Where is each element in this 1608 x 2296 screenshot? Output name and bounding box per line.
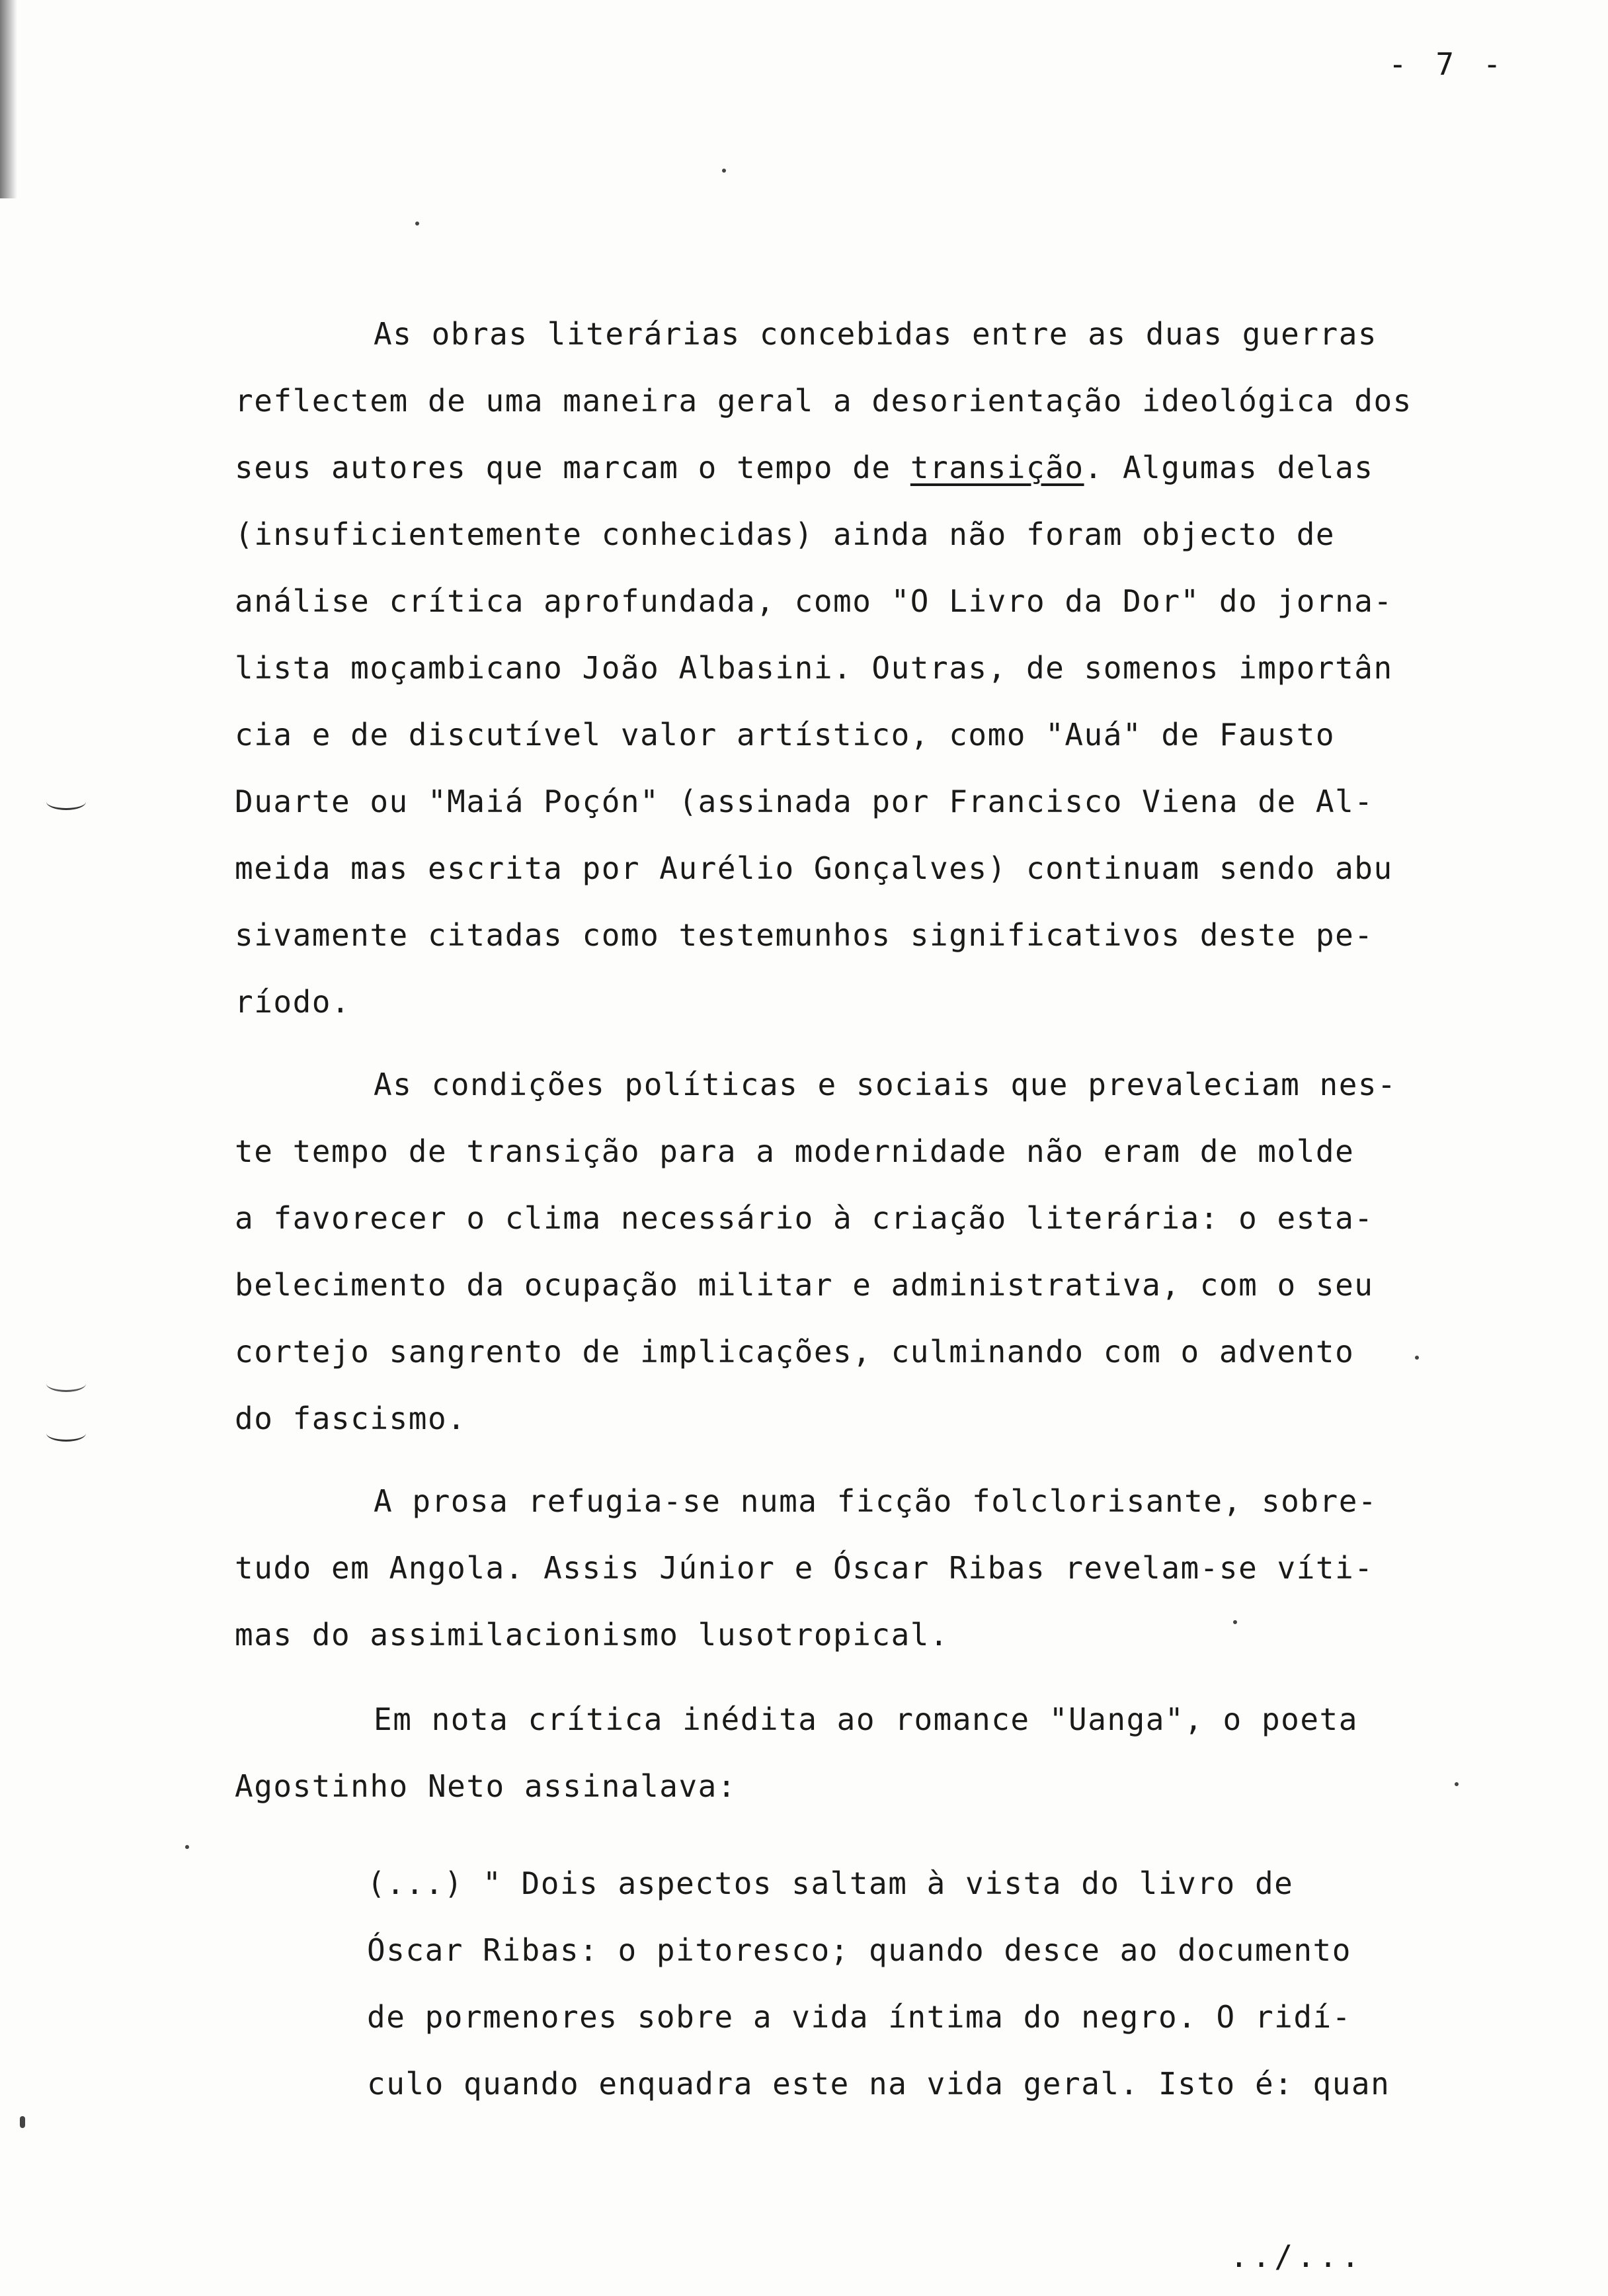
text-line: do fascismo.	[235, 1401, 467, 1436]
continuation-mark: ../...	[1230, 2238, 1364, 2274]
text-line: te tempo de transição para a modernidade não eram de molde	[235, 1133, 1355, 1169]
text-line: sivamente citadas como testemunhos significativos deste pe-	[235, 917, 1374, 953]
text-line: ríodo.	[235, 984, 351, 1020]
text-line: cortejo sangrento de implicações, culminando com o advento	[235, 1334, 1355, 1370]
scan-speck	[20, 2116, 25, 2128]
text-line: culo quando enquadra este na vida geral. Isto é: quan	[367, 2066, 1390, 2102]
text-line-tail: . Algumas delas	[1084, 450, 1374, 485]
text-line: lista moçambicano João Albasini. Outras, de somenos importân	[235, 650, 1393, 686]
text-line: Agostinho Neto assinalava:	[235, 1768, 737, 1804]
text-line: a favorecer o clima necessário à criação literária: o esta-	[235, 1200, 1374, 1236]
text-line: tudo em Angola. Assis Júnior e Óscar Ribas revelam-se víti-	[235, 1550, 1374, 1586]
scan-speck	[1455, 1782, 1459, 1786]
scan-speck	[185, 1845, 189, 1849]
scan-speck	[722, 169, 726, 173]
text-line: (insuficientemente conhecidas) ainda não foram objecto de	[235, 516, 1336, 552]
underlined-word: transição	[910, 450, 1084, 485]
text-line: meida mas escrita por Aurélio Gonçalves) continuam sendo abu	[235, 850, 1393, 886]
text-line: mas do assimilacionismo lusotropical.	[235, 1617, 949, 1653]
binding-hole-mark	[46, 1425, 86, 1442]
text-line-head: seus autores que marcam o tempo de	[235, 450, 910, 485]
text-line: (...) " Dois aspectos saltam à vista do livro de	[367, 1866, 1294, 1901]
text-line: A prosa refugia-se numa ficção folclorisante, sobre-	[374, 1483, 1378, 1519]
text-line: belecimento da ocupação militar e administrativa, com o seu	[235, 1267, 1374, 1303]
paragraph-1	[235, 301, 1478, 1036]
text-line: As condições políticas e sociais que prevaleciam nes-	[374, 1067, 1397, 1102]
paragraph-3	[235, 1468, 1478, 1668]
block-quote	[367, 1850, 1478, 2117]
text-line: cia e de discutível valor artístico, como "Auá" de Fausto	[235, 717, 1336, 753]
text-line: As obras literárias concebidas entre as duas guerras	[374, 316, 1378, 352]
binding-hole-mark	[46, 794, 86, 810]
text-line: de pormenores sobre a vida íntima do negro. O ridí-	[367, 1999, 1351, 2035]
page-number: - 7 -	[1388, 46, 1507, 82]
text-line: Duarte ou "Maiá Poçón" (assinada por Francisco Viena de Al-	[235, 784, 1374, 819]
scan-edge-shadow	[0, 0, 17, 198]
text-line: análise crítica aprofundada, como "O Livro da Dor" do jorna-	[235, 583, 1393, 619]
scan-speck	[415, 222, 419, 226]
text-line: Óscar Ribas: o pitoresco; quando desce ao documento	[367, 1932, 1351, 1968]
scan-speck	[1415, 1356, 1419, 1360]
text-line: reflectem de uma maneira geral a desorientação ideológica dos	[235, 383, 1412, 419]
paragraph-2	[235, 1051, 1478, 1452]
paragraph-4	[235, 1686, 1478, 1820]
text-line: Em nota crítica inédita ao romance "Uanga", o poeta	[374, 1702, 1358, 1737]
scan-speck	[1233, 1620, 1237, 1624]
binding-hole-mark	[46, 1375, 86, 1392]
text-line	[235, 434, 1478, 501]
